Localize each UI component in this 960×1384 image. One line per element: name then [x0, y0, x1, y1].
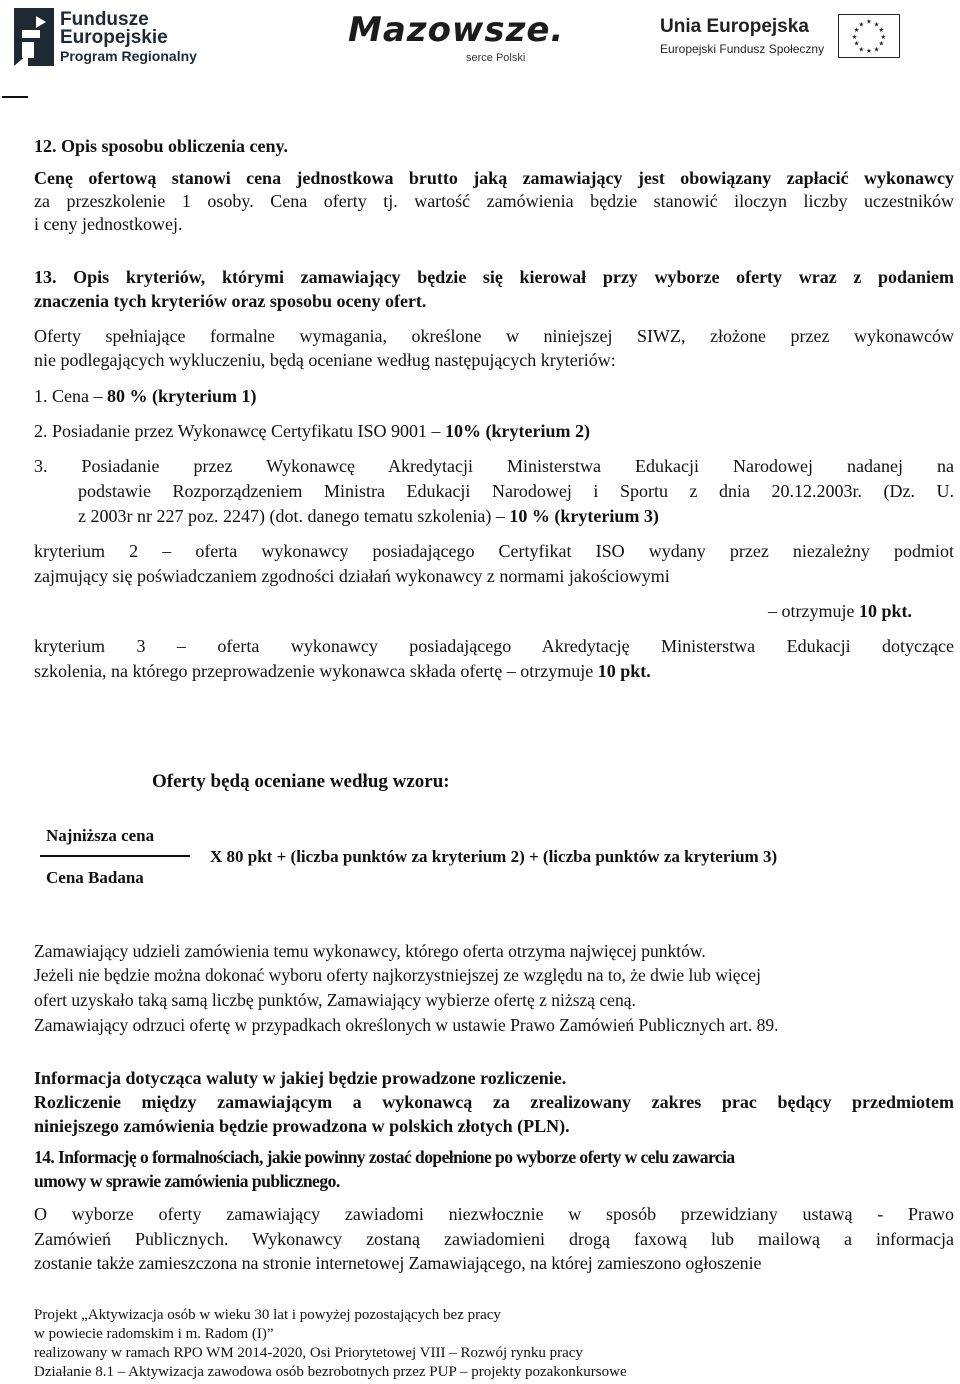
- criterion-2-label: 2. Posiadanie przez Wykonawcę Certyfikatu ISO 9001 –: [34, 421, 445, 441]
- award-line3: ofert uzyskało taką samą liczbę punktów, Zamawiający wybierze ofertę z niższą ceną.: [34, 990, 636, 1010]
- k2-line1: kryterium 2 – oferta wykonawcy posiadającego Certyfikat ISO wydany przez niezależny podmiot: [34, 541, 954, 561]
- award-line2: Jeżeli nie będzie można dokonać wyboru oferty najkorzystniejszej ze względu na to, że dwie lub więcej: [34, 965, 761, 985]
- s14-line2: Zamówień Publicznych. Wykonawcy zostaną zawiadomieni drogą faxową lub mailową a informacja: [34, 1229, 954, 1249]
- s14-heading-line2: umowy w sprawie zamówienia publicznego.: [34, 1171, 340, 1191]
- footer-line1: Projekt „Aktywizacja osób w wieku 30 lat i powyżej pozostających bez pracy: [34, 1307, 501, 1323]
- eu-flag-icon: [838, 14, 900, 58]
- formula-numerator: Najniższa cena: [46, 826, 155, 845]
- svg-text:★: ★: [851, 33, 858, 41]
- criterion-2-weight: 10% (kryterium 2): [444, 421, 590, 441]
- formula-title: Oferty będą oceniane według wzoru:: [152, 771, 450, 792]
- fe-line3: Program Regionalny: [60, 48, 197, 64]
- criterion-1-weight: 80 % (kryterium 1): [106, 386, 257, 406]
- s12-heading: 12. Opis sposobu obliczenia ceny.: [34, 136, 289, 156]
- currency-line2: niniejszego zamówienia będzie prowadzona w polskich złotych (PLN).: [34, 1116, 570, 1136]
- logo-mazowsze: [348, 10, 565, 64]
- s13-para-line1: Oferty spełniające formalne wymagania, określone w niniejszej SIWZ, złożone przez wykonawców: [34, 326, 954, 346]
- svg-text:★: ★: [853, 27, 860, 35]
- s14-line3: zostanie także zamieszczona na stronie internetowej Zamawiającego, na której zamieszono ogłoszenie: [34, 1253, 762, 1273]
- svg-text:★: ★: [880, 33, 887, 41]
- s14-line1: O wyborze oferty zamawiający zawiadomi niezwłocznie w sposób przewidziany ustawą - Prawo: [34, 1204, 954, 1224]
- k3-line1: kryterium 3 – oferta wykonawcy posiadającego Akredytację Ministerstwa Edukacji dotyczące: [34, 636, 954, 656]
- footer-line2: w powiecie radomskim i m. Radom (I)”: [34, 1326, 274, 1342]
- svg-text:★: ★: [858, 46, 865, 54]
- criterion-3-label: z 2003r nr 227 poz. 2247) (dot. danego tematu szkolenia) –: [78, 506, 510, 526]
- k3-points: 10 pkt.: [597, 661, 651, 681]
- currency-line1: Rozliczenie między zamawiającym a wykonawcą za zrealizowany zakres prac będący przedmiotem: [34, 1092, 954, 1112]
- svg-text:★: ★: [878, 27, 885, 35]
- formula-denominator: Cena Badana: [46, 868, 144, 887]
- ue-line2: Europejski Fundusz Społeczny: [660, 42, 825, 56]
- svg-text:★: ★: [853, 40, 860, 48]
- svg-text:★: ★: [873, 46, 880, 54]
- currency-heading: Informacja dotycząca waluty w jakiej będzie prowadzone rozliczenie.: [34, 1068, 567, 1088]
- s13-para-line2: nie podlegających wykluczeniu, będą oceniane według następujących kryteriów:: [34, 350, 616, 370]
- s12-line2: za przeszkolenie 1 osoby. Cena oferty tj. wartość zamówienia będzie stanowić iloczyn liczby uczestników: [34, 191, 954, 211]
- s12-line1: Cenę ofertową stanowi cena jednostkowa brutto jaką zamawiający jest obowiązany zapłacić wykonawcy: [34, 168, 954, 188]
- criterion-3-weight: 10 % (kryterium 3): [509, 506, 659, 526]
- footer-line4: Działanie 8.1 – Aktywizacja zawodowa osób bezrobotnych przez PUP – projekty pozakonkursowe: [34, 1364, 627, 1380]
- footer-line3: realizowany w ramach RPO WM 2014-2020, Osi Priorytetowej VIII – Rozwój rynku pracy: [34, 1345, 583, 1361]
- criterion-1: [34, 385, 256, 407]
- criterion-2: [34, 420, 590, 442]
- award-line1: Zamawiający udzieli zamówienia temu wykonawcy, którego oferta otrzyma najwięcej punktów.: [34, 941, 706, 961]
- svg-text:★: ★: [866, 18, 872, 26]
- criterion-3-line1: 3. Posiadanie przez Wykonawcę Akredytacji Ministerstwa Edukacji Narodowej nadanej na: [34, 456, 954, 476]
- criterion-1-label: 1. Cena –: [34, 386, 107, 406]
- svg-text:★: ★: [858, 21, 865, 29]
- s13-heading-line2: znaczenia tych kryteriów oraz sposobu oceny ofert.: [34, 291, 427, 311]
- s12-line3: i ceny jednostkowej.: [34, 214, 183, 234]
- margin-dash: [2, 96, 28, 98]
- award-line4: Zamawiający odrzuci ofertę w przypadkach określonych w ustawie Prawo Zamówień Publicznych art. 89.: [34, 1015, 779, 1035]
- s13-heading-line1: 13. Opis kryteriów, którymi zamawiający będzie się kierował przy wyborze oferty wraz z podaniem: [34, 267, 954, 287]
- header-logos: [0, 0, 960, 72]
- fraction-bar: [40, 855, 190, 857]
- k2-line2: zajmujący się poświadczaniem zgodności działań wykonawcy z normami jakościowymi: [34, 566, 670, 586]
- ue-line1: Unia Europejska: [660, 16, 809, 37]
- k3-line2: [34, 660, 651, 682]
- fundusze-mark-icon: [14, 8, 54, 66]
- s14-heading-line1: 14. Informację o formalnościach, jakie powinny zostać dopełnione po wyborze oferty w celu zawarcia: [34, 1147, 735, 1167]
- formula-expression: X 80 pkt + (liczba punktów za kryterium 2) + (liczba punktów za kryterium 3): [210, 847, 778, 866]
- criterion-3-line3: [78, 505, 659, 527]
- k2-line3: [768, 600, 912, 622]
- fe-line1: Fundusze: [60, 9, 149, 30]
- svg-text:★: ★: [878, 40, 885, 48]
- mazowsze-wordmark: Mazowsze.: [348, 10, 565, 50]
- fe-line2: Europejskie: [60, 27, 168, 48]
- mazowsze-tagline: serce Polski: [466, 52, 526, 64]
- k2-points-label: – otrzymuje: [768, 601, 859, 621]
- k2-points: 10 pkt.: [858, 601, 912, 621]
- svg-text:★: ★: [873, 21, 880, 29]
- svg-text:★: ★: [866, 48, 872, 56]
- k3-points-label: szkolenia, na którego przeprowadzenie wykonawca składa ofertę – otrzymuje: [34, 661, 598, 681]
- criterion-3-line2: podstawie Rozporządzeniem Ministra Edukacji Narodowej i Sportu z dnia 20.12.2003r. (Dz. U.: [78, 481, 954, 501]
